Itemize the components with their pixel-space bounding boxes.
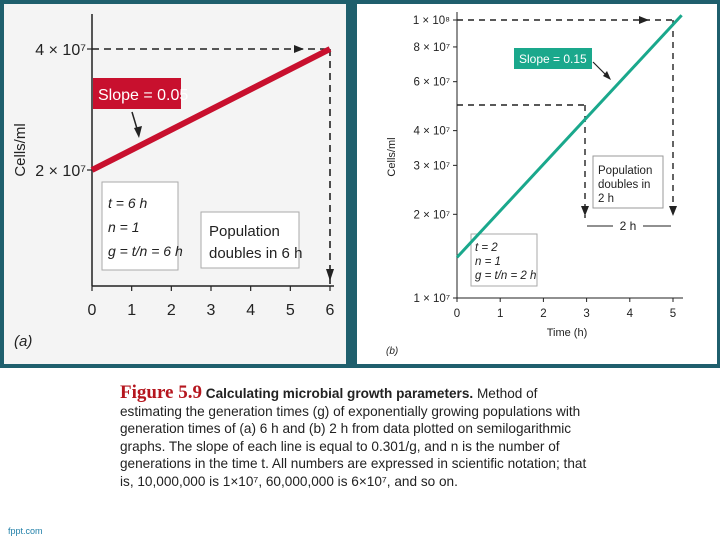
x-tick-label-b: 0 [453,308,461,320]
y-axis-label-b: Cells/ml [386,137,398,177]
y-tick-label-b: 8 × 10⁷ [413,41,450,54]
y-tick-label-b: 4 × 10⁷ [413,125,450,138]
slope-pointer-head-b [603,71,611,80]
y-tick-label-a: 4 × 10⁷ [35,42,86,59]
x-tick-label-b: 4 [626,308,634,320]
arrowhead-a-top [294,45,304,53]
y-tick-label-b: 1 × 10⁷ [413,293,450,305]
chart-panel-b [357,4,717,364]
x-tick-label-b: 2 [540,308,547,320]
x-tick-label-a: 3 [206,302,216,319]
slope-label-b: Slope = 0.15 [519,52,587,66]
info-line-b-g: g = t/n = 2 h [475,270,537,282]
panel-label-a: (a) [14,333,33,350]
y-tick-label-b: 1 × 10⁸ [412,15,450,27]
y-axis-label-a: Cells/ml [12,123,29,177]
x-tick-label-a: 1 [127,302,137,319]
growth-line-a [92,49,330,170]
info-line-b-n: n = 1 [475,256,501,268]
info-line-b-t: t = 2 [475,242,498,254]
y-tick-label-b: 2 × 10⁷ [413,209,450,222]
figure-caption-body: Method of estimating the generation times (g) of exponentially growing populations with generation times of (a) 6 h and (b) 2 h from data plotted on semilogarithmic graphs. The slope of each line is equal to 0.301/g, and n is the number of generations in the time t. All numbers are expressed in scientific notation; that is, 10,000,000 is 1×10⁷, 60,000,000 is 6×10⁷, and so on. [120,386,587,489]
figure-number: Figure 5.9 [120,382,202,403]
x-tick-label-a: 4 [246,302,256,319]
x-tick-label-b: 1 [496,308,504,320]
y-tick-label-b: 6 × 10⁷ [413,76,450,89]
chart-a-svg [4,4,346,364]
x-tick-label-a: 6 [325,302,335,319]
chart-b-svg [357,4,717,364]
slope-pointer-head-a [134,126,142,138]
info-line-a-g: g = t/n = 6 h [108,243,183,259]
chart-panel-a [4,4,346,364]
arrowhead-b-left [581,206,589,216]
y-tick-label-b: 3 × 10⁷ [413,160,450,173]
annotation-a: Population doubles in 6 h [209,223,303,262]
figure-title: Calculating microbial growth parameters. [205,386,474,401]
info-line-a-t: t = 6 h [108,195,148,211]
figure-caption [120,384,600,490]
x-tick-label-a: 0 [87,302,97,319]
x-tick-label-a: 2 [166,302,176,319]
x-tick-label-a: 5 [285,302,295,319]
annotation-b: Population doubles in 2 h [598,165,653,205]
slope-label-a: Slope = 0.05 [98,87,189,104]
x-tick-label-b: 5 [669,308,677,320]
y-tick-label-a: 2 × 10⁷ [35,163,86,180]
footer-watermark: fppt.com [8,526,43,536]
arrowhead-b-top [639,16,649,24]
interval-label-b: 2 h [619,219,637,233]
arrowhead-a-bottom [326,269,334,281]
info-line-a-n: n = 1 [108,219,140,235]
panel-label-b: (b) [386,346,399,357]
x-tick-label-b: 3 [583,308,590,320]
x-axis-label-b: Time (h) [546,327,588,339]
arrowhead-b-right [669,206,677,216]
